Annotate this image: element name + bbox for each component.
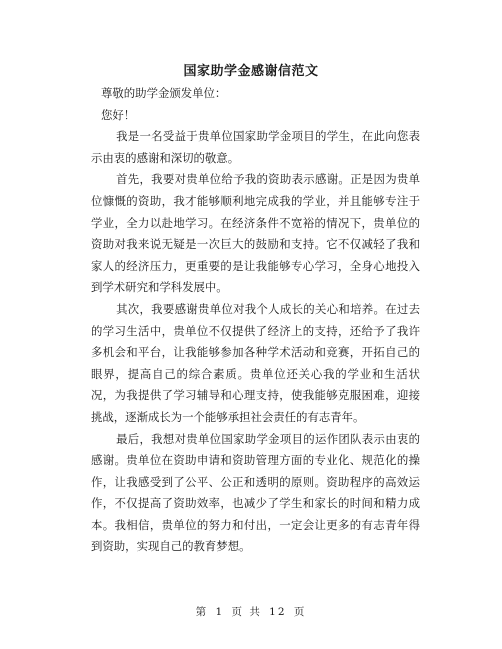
page-footer <box>0 604 502 619</box>
paragraph-intro: 我是一名受益于贵单位国家助学金项目的学生，在此向您表示由衷的感谢和深切的敬意。 <box>91 129 420 165</box>
greeting: 您好！ <box>101 107 136 122</box>
letter-body <box>91 83 420 558</box>
document-title: 国家助学金感谢信范文 <box>183 64 319 79</box>
paragraph-last: 最后，我想对贵单位国家助学金项目的运作团队表示由衷的感谢。贵单位在资助申请和资助管理方面的专业化、规范化的操作，让我感受到了公平、公正和透明的原则。资助程序的高效运作，不仅提高了资助效率，也减少了学生和家长的时间和精力成本。我相信，贵单位的努力和付出，一定会让更多的有志青年得到资助，实现自己的教育梦想。 <box>91 431 420 554</box>
footer-prefix: 第 <box>195 606 209 618</box>
footer-suffix: 页 <box>293 606 307 618</box>
salutation: 尊敬的助学金颁发单位： <box>101 86 227 100</box>
footer-middle: 页 共 <box>231 606 262 618</box>
paragraph-first: 首先，我要对贵单位给予我的资助表示感谢。正是因为贵单位慷慨的资助，我才能够顺利地完成我的学业，并且能够专注于学业，全力以赴地学习。在经济条件不宽裕的情况下，贵单位的资助对我来说无疑是一次巨大的鼓励和支持。它不仅减轻了我和家人的经济压力，更重要的是让我能够专心学习，全身心地投入到学术研究和学科发展中。 <box>91 172 420 295</box>
paragraph-second: 其次，我要感谢贵单位对我个人成长的关心和培养。在过去的学习生活中，贵单位不仅提供了经济上的支持，还给予了我许多机会和平台，让我能够参加各种学术活动和竞赛，开拓自己的眼界，提高自己的综合素质。贵单位还关心我的学业和生活状况，为我提供了学习辅导和心理支持，使我能够克服困难，迎接挑战，逐渐成长为一个能够承担社会责任的有志青年。 <box>91 301 420 424</box>
current-page-number: 1 <box>215 606 225 618</box>
total-page-count: 12 <box>269 606 287 618</box>
